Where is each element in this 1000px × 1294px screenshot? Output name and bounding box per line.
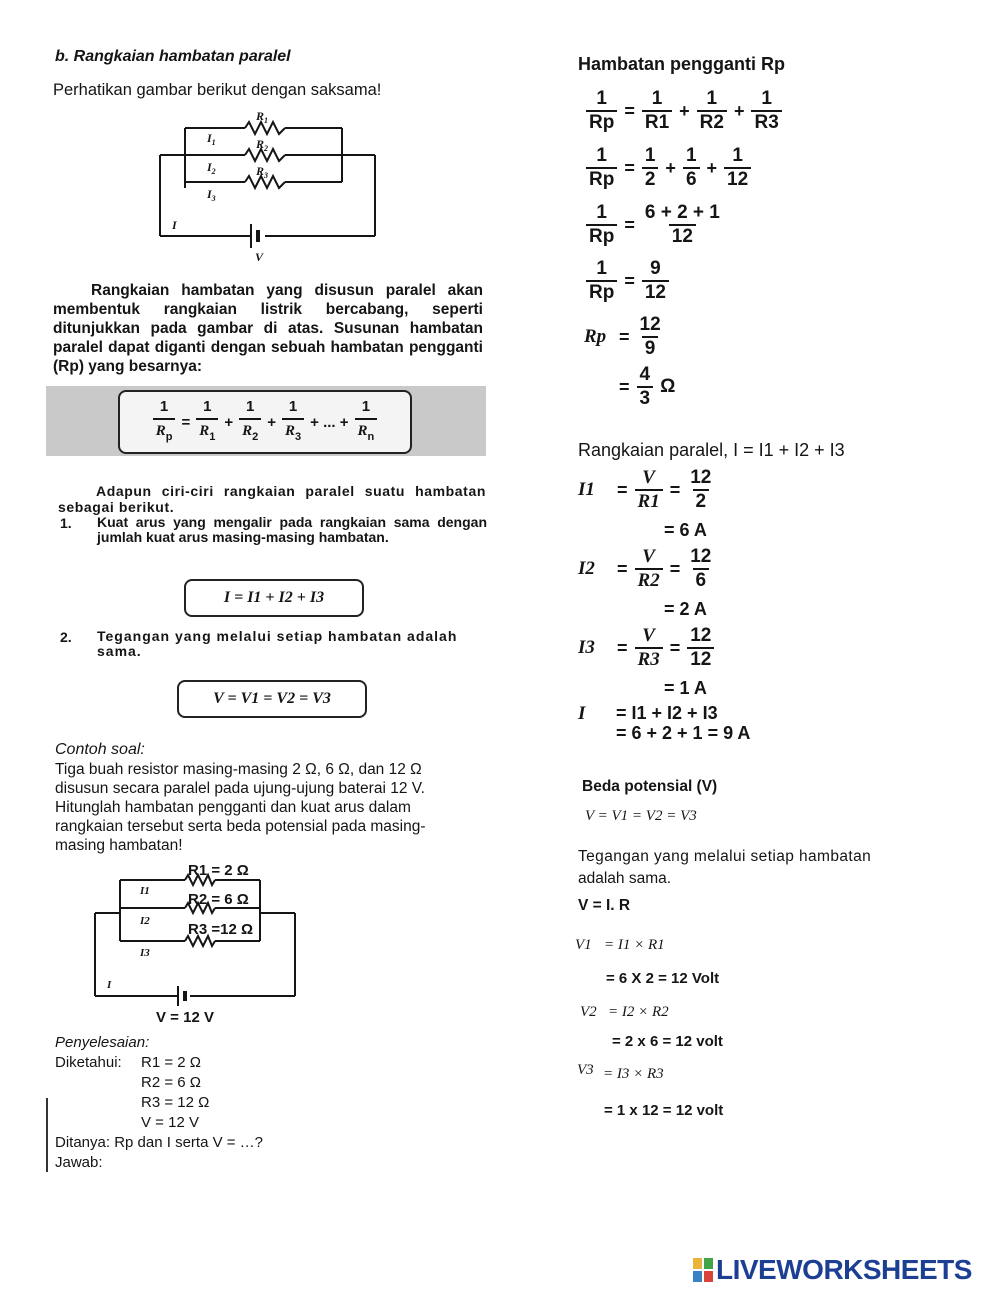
item2-formula: V = V1 = V2 = V3 [177, 680, 367, 718]
v1-lhs: V1 [575, 937, 592, 953]
liveworksheets-logo-icon [693, 1258, 713, 1282]
c1-R2-label: $R_2$ [256, 137, 269, 153]
c1-I1-label: $I_1$ [207, 131, 216, 147]
v2-lhs: V2 [580, 1004, 597, 1020]
vir-formula: V = I. R [578, 897, 631, 914]
paralel-title: Rangkaian paralel, I = I1 + I2 + I3 [578, 440, 845, 460]
c2-I1-label: I1 [140, 885, 150, 897]
beda-text-2: adalah sama. [578, 870, 672, 887]
i-total-lhs: I [578, 703, 586, 724]
known-r1: R1 = 2 Ω [141, 1054, 201, 1071]
i3-row: I3 = $\frac{V}{R3}$ = $\frac{12}{12}$ [578, 625, 716, 671]
i1-row: I1 = $\frac{V}{R1}$ = $\frac{12}{2}$ [578, 467, 712, 512]
item2-text: Tegangan yang melalui setiap hambatan adalah sama. [97, 628, 458, 659]
i1-result: = 6 A [664, 520, 707, 540]
c2-R1-label: R1 = 2 Ω [188, 862, 249, 879]
c2-R3-label: R3 =12 Ω [188, 921, 253, 938]
c1-V-label: V [255, 250, 264, 264]
v2-result: = 2 x 6 = 12 volt [612, 1033, 723, 1050]
v1-result: = 6 X 2 = 12 Volt [606, 970, 720, 987]
i2-result: = 2 A [664, 599, 707, 619]
v1-rhs: = I1 × R1 [604, 937, 665, 953]
c2-V-label: V = 12 V [156, 1009, 214, 1026]
c2-I3-label: I3 [140, 947, 150, 959]
diketahui-label: Diketahui: [55, 1054, 122, 1071]
i-total-line1: = I1 + I2 + I3 [616, 703, 718, 723]
penyelesaian-label: Penyelesaian: [55, 1034, 150, 1051]
parallel-circuit-diagram [150, 106, 390, 266]
rp-row-6: = $\frac{4}{3}$ Ω [619, 364, 676, 409]
rp-row-4: $\frac{1}{Rp}$ = $\frac{9}{12}$ [584, 258, 671, 304]
item1-number: 1. [60, 515, 72, 531]
c2-I2-label: I2 [140, 915, 150, 927]
beda-text-1: Tegangan yang melalui setiap hambatan [578, 848, 872, 865]
rp-row-1: $\frac{1}{Rp}$ = $\frac{1}{R1}$ + $\frac{1}{R2}$ + $\frac{1}{R3}$ [584, 88, 784, 134]
rp-row-2: $\frac{1}{Rp}$ = $\frac{1}{2}$ + $\frac{1}{6}$ + $\frac{1}{12}$ [584, 145, 753, 191]
contoh-text: Tiga buah resistor masing-masing 2 Ω, 6 Ω, dan 12 Ω disusun secara paralel pada ujung-ujung baterai 12 V. Hitunglah hambatan pengganti dan kuat arus dalam rangkaian tersebut serta beda potensial pada masing-masing hambatan! [55, 761, 426, 854]
rp-general-formula: $\frac{1}{R_p}$ = $\frac{1}{R_1}$ + $\frac{1}{R_2}$ + $\frac{1}{R_3}$ + ... + $\frac{1}{R_n}$ [118, 390, 412, 454]
liveworksheets-logo-text: LIVEWORKSHEETS [716, 1254, 972, 1285]
contoh-title: Contoh soal: [55, 741, 145, 758]
i-total-line2: = 6 + 2 + 1 = 9 A [616, 723, 751, 743]
item2-number: 2. [60, 629, 72, 645]
known-r3: R3 = 12 Ω [141, 1094, 210, 1111]
i3-result: = 1 A [664, 678, 707, 698]
v2-rhs: = I2 × R2 [608, 1004, 669, 1020]
ditanya-text: Ditanya: Rp dan I serta V = …? [55, 1134, 264, 1151]
hp-title: Hambatan pengganti Rp [578, 54, 786, 74]
v3-rhs: = I3 × R3 [603, 1066, 664, 1082]
example-circuit-diagram [90, 858, 310, 1028]
intro-text: Perhatikan gambar berikut dengan saksama! [53, 81, 382, 99]
c1-I-label: I [172, 218, 177, 232]
c2-R2-label: R2 = 6 Ω [188, 891, 249, 908]
jawab-label: Jawab: [55, 1154, 103, 1171]
c2-I-label: I [107, 979, 112, 991]
c1-R3-label: $R_3$ [256, 164, 269, 180]
known-v: V = 12 V [141, 1114, 199, 1131]
c1-I2-label: $I_2$ [207, 160, 216, 176]
v3-lhs: V3 [577, 1062, 594, 1078]
i2-row: I2 = $\frac{V}{R2}$ = $\frac{12}{6}$ [578, 546, 712, 591]
rp-row-3: $\frac{1}{Rp}$ = $\frac{6 + 2 + 1}{12}$ [584, 202, 725, 248]
known-r2: R2 = 6 Ω [141, 1074, 201, 1091]
rp-row-5: Rp = $\frac{12}{9}$ [584, 314, 661, 359]
v3-result: = 1 x 12 = 12 volt [604, 1102, 724, 1119]
paragraph-parallel: Rangkaian hambatan yang disusun paralel akan membentuk rangkaian listrik bercabang, seperti ditunjukkan pada gambar di atas. Susunan hambatan paralel dapat diganti dengan sebuah hambatan pengganti (Rp) yang besarnya: [53, 282, 483, 375]
margin-line [46, 1098, 48, 1172]
item1-text: Kuat arus yang mengalir pada rangkaian sama dengan jumlah kuat arus masing-masing hambatan. [97, 514, 487, 545]
beda-title: Beda potensial (V) [582, 778, 718, 795]
c1-I3-label: $I_3$ [207, 187, 216, 203]
item1-formula: I = I1 + I2 + I3 [184, 579, 364, 617]
section-title: b. Rangkaian hambatan paralel [55, 48, 291, 65]
c1-R1-label: $R_1$ [256, 109, 269, 125]
beda-formula: V = V1 = V2 = V3 [585, 808, 697, 824]
paragraph-ciri: Adapun ciri-ciri rangkaian paralel suatu hambatan sebagai berikut. [58, 483, 486, 515]
